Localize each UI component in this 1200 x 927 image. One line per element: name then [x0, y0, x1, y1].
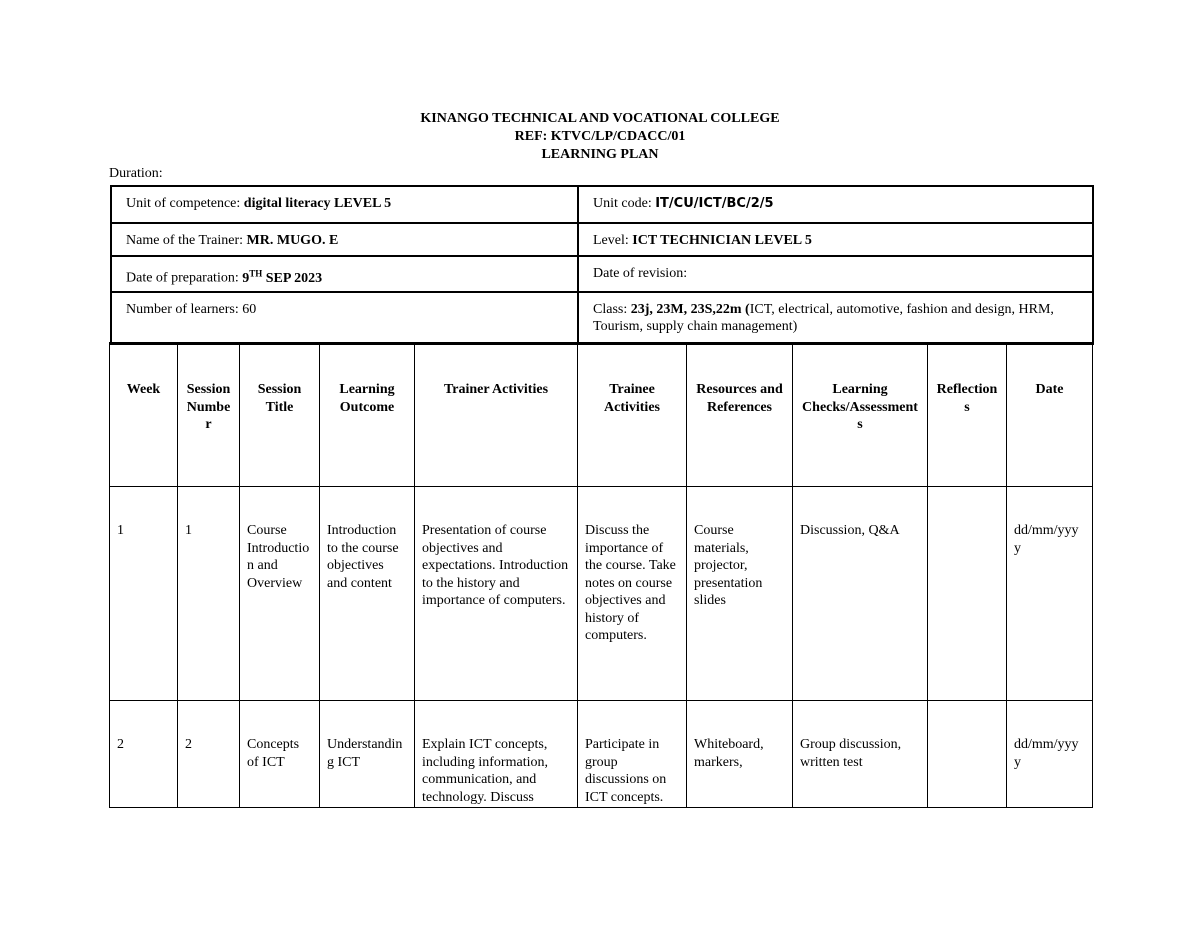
col-resources: Resources and References [687, 343, 793, 487]
cell-session [178, 701, 240, 808]
unit-code-cell [578, 186, 1093, 223]
level-label: Level: [593, 233, 629, 248]
prep-value [242, 268, 323, 286]
table-row [110, 701, 1093, 808]
cell-trainer: Presentation of course objectives and expectations. Introduction to the history and importance of computers. [415, 487, 578, 701]
col-session-number: Session Number [178, 343, 240, 487]
cell-week-text: 2 [117, 737, 124, 752]
cell-reflections-text [935, 736, 999, 807]
trainer-name-cell [111, 223, 578, 256]
cell-title-text: Concepts of ICT [247, 737, 300, 770]
number-of-learners-cell [111, 292, 578, 344]
duration-label: Duration: [109, 166, 163, 181]
date-of-preparation-cell [111, 256, 578, 292]
date-of-revision-cell [578, 256, 1093, 292]
class-departments: ICT, electrical, automotive, fashion and design, HRM, Tourism, supply chain management) [593, 302, 1054, 334]
cell-trainee: Discuss the importance of the course. Take notes on course objectives and history of computers. [578, 487, 687, 701]
cell-checks: Discussion, Q&A [793, 487, 928, 701]
col-session-title: Session Title [240, 343, 320, 487]
info-table [110, 185, 1094, 345]
class-cell [578, 292, 1093, 344]
cell-trainer-text: Explain ICT concepts, including information, communication, and technology. Discuss [422, 737, 548, 805]
col-date: Date [1007, 343, 1093, 487]
document-title: LEARNING PLAN [541, 147, 659, 162]
cell-reflections [928, 487, 1007, 701]
unit-code-value: IT/CU/ICT/BC/2/5 [655, 196, 774, 211]
level-cell [578, 223, 1093, 256]
prep-day: 9 [242, 270, 250, 286]
cell-date [1007, 701, 1093, 808]
trainer-label: Name of the Trainer: [126, 233, 244, 248]
cell-outcome [320, 701, 415, 808]
prep-rest: SEP 2023 [265, 270, 323, 286]
col-week: Week [110, 343, 178, 487]
unit-label: Unit of competence: [126, 196, 241, 211]
cell-reflections [928, 701, 1007, 808]
learning-plan-table [109, 342, 1093, 808]
cell-resources: Course materials, projector, presentation slides [687, 487, 793, 701]
prep-sup: TH [249, 268, 263, 278]
learners-label: Number of learners: 60 [126, 302, 257, 317]
col-learning-outcome: Learning Outcome [320, 343, 415, 487]
cell-week [110, 701, 178, 808]
cell-outcome: Introduction to the course objectives and content [320, 487, 415, 701]
college-name: KINANGO TECHNICAL AND VOCATIONAL COLLEGE [420, 111, 780, 126]
revision-label: Date of revision: [593, 266, 688, 281]
cell-date: dd/mm/yyyy [1007, 487, 1093, 701]
unit-value: digital literacy LEVEL 5 [243, 196, 392, 211]
col-learning-checks: Learning Checks/Assessments [793, 343, 928, 487]
cell-trainee [578, 701, 687, 808]
class-codes: 23j, 23M, 23S,22m ( [630, 302, 750, 317]
cell-outcome-text: Understanding ICT [327, 737, 403, 770]
cell-checks [793, 701, 928, 808]
cell-week: 1 [110, 487, 178, 701]
document-header [0, 110, 1200, 164]
prep-label: Date of preparation: [126, 270, 239, 286]
level-value: ICT TECHNICIAN LEVEL 5 [632, 233, 812, 248]
table-row [110, 487, 1093, 701]
cell-session: 1 [178, 487, 240, 701]
col-trainee-activities: Trainee Activities [578, 343, 687, 487]
column-header-row [110, 343, 1093, 487]
cell-resources-text: Whiteboard, markers, [694, 737, 764, 770]
trainer-value: MR. MUGO. E [246, 233, 339, 248]
unit-of-competence-cell [111, 186, 578, 223]
cell-title [240, 701, 320, 808]
col-trainer-activities: Trainer Activities [415, 343, 578, 487]
cell-date-text: dd/mm/yyyy [1014, 737, 1079, 770]
cell-session-text: 2 [185, 737, 192, 752]
reference-number: REF: KTVC/LP/CDACC/01 [514, 129, 686, 144]
cell-title: Course Introduction and Overview [240, 487, 320, 701]
class-label: Class: [593, 302, 628, 317]
col-reflections: Reflections [928, 343, 1007, 487]
cell-trainer [415, 701, 578, 808]
unit-code-label: Unit code: [593, 196, 652, 211]
cell-checks-text: Group discussion, written test [800, 737, 902, 770]
cell-trainee-text: Participate in group discussions on ICT concepts. [585, 737, 667, 805]
cell-resources [687, 701, 793, 808]
